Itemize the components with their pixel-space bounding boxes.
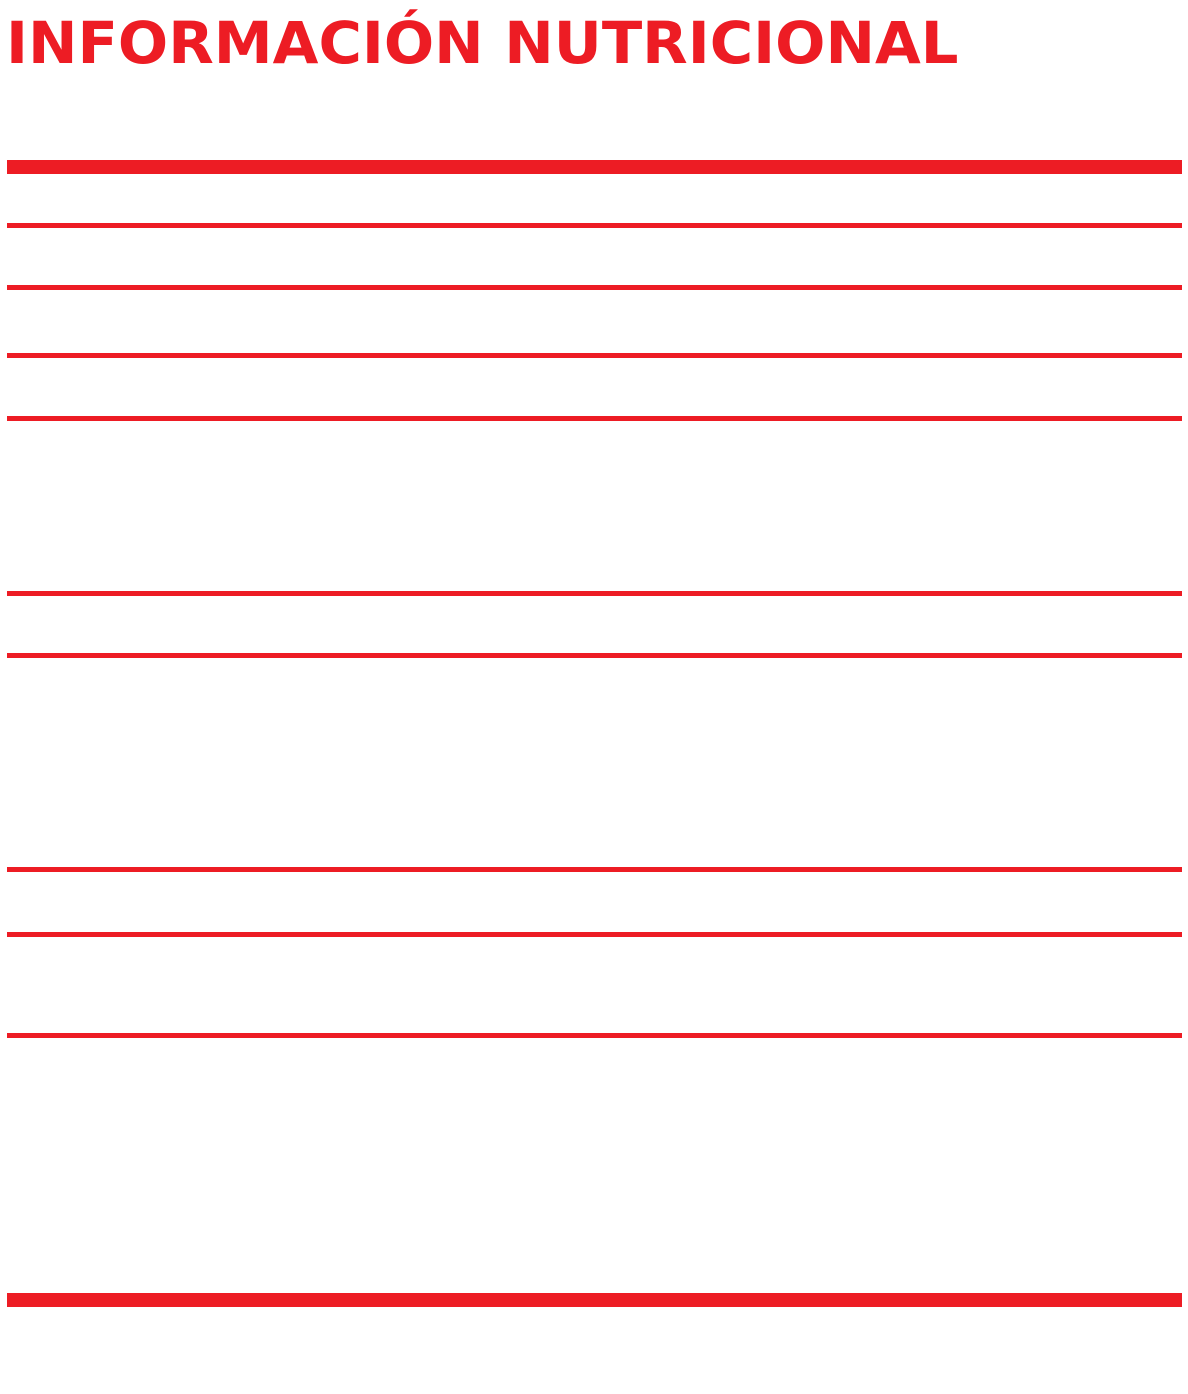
divider [7, 416, 1182, 421]
divider [7, 867, 1182, 872]
divider [7, 1033, 1182, 1038]
divider [7, 285, 1182, 290]
divider [7, 353, 1182, 358]
page-title: INFORMACIÓN NUTRICIONAL [6, 9, 959, 77]
divider [7, 653, 1182, 658]
divider [7, 932, 1182, 937]
divider [7, 591, 1182, 596]
divider [7, 223, 1182, 228]
divider-thick-top [7, 160, 1182, 174]
divider-thick-bottom [7, 1293, 1182, 1307]
